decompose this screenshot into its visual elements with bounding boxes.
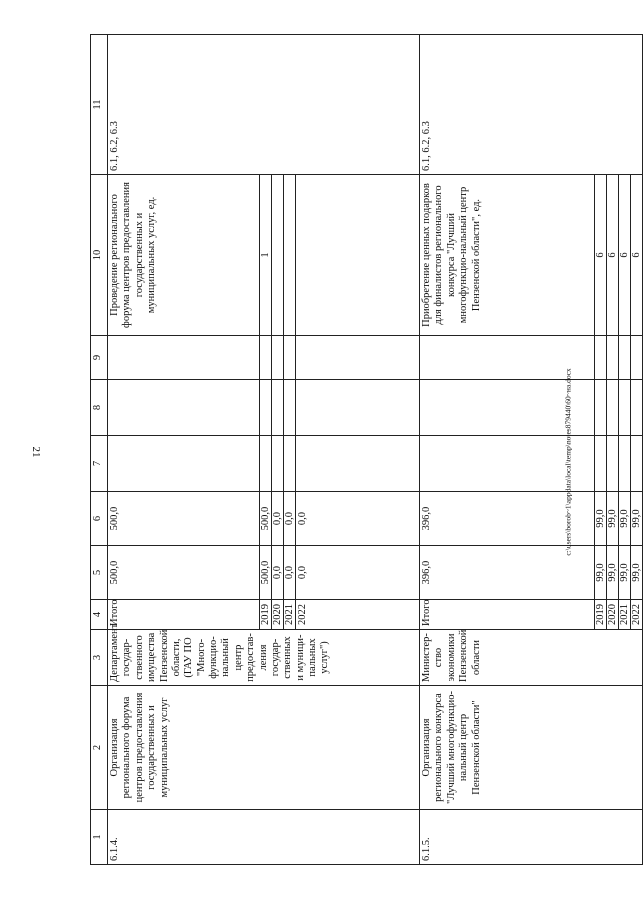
cell-col7 — [284, 436, 296, 492]
column-header: 7 — [91, 436, 108, 492]
cell-col8 — [607, 380, 619, 436]
row-name: Организация регионального конкурса "Лучший многофункцио-нальный центр Пензенской области" — [420, 686, 643, 810]
year-col5: 99,0 — [631, 546, 643, 600]
year-col6: 99,0 — [619, 492, 631, 546]
cell-col9 — [284, 336, 296, 380]
goals: 6.1, 6.2, 6.3 — [108, 35, 420, 175]
year-indicator — [296, 175, 420, 336]
cell-col7 — [272, 436, 284, 492]
cell-col7 — [607, 436, 619, 492]
column-header: 2 — [91, 686, 108, 810]
year-cell: 2021 — [284, 600, 296, 630]
program-table — [90, 34, 643, 865]
cell-col9 — [595, 336, 607, 380]
cell-col8 — [595, 380, 607, 436]
row-code: 6.1.5. — [420, 810, 643, 865]
cell-col9 — [260, 336, 272, 380]
year-col6: 99,0 — [631, 492, 643, 546]
year-col6: 0,0 — [296, 492, 420, 546]
cell-col9 — [631, 336, 643, 380]
year-col6: 0,0 — [272, 492, 284, 546]
total-col5: 500,0 — [108, 546, 260, 600]
cell-col8 — [619, 380, 631, 436]
cell-col8 — [272, 380, 284, 436]
indicator: Приобретение ценных подарков для финалистов регионального конкурса "Лучший многофункцио-нальный центр Пензенской области", ед. — [420, 175, 595, 336]
year-indicator: 6 — [595, 175, 607, 336]
year-cell: 2022 — [631, 600, 643, 630]
year-cell: 2021 — [619, 600, 631, 630]
column-header: 11 — [91, 35, 108, 175]
year-cell: 2020 — [607, 600, 619, 630]
year-indicator: 6 — [607, 175, 619, 336]
row-executor: Департамент государ-ственного имущества Пензенской области, (ГАУ ПО "Много-функцио-нальный центр предостав-ления государ-ственных и муници-пальных услуг") — [108, 630, 420, 686]
cell-col8 — [260, 380, 272, 436]
header-row — [91, 35, 108, 865]
column-header: 3 — [91, 630, 108, 686]
cell-col7 — [108, 436, 260, 492]
column-header: 9 — [91, 336, 108, 380]
row-name: Организация регионального форума центров предоставления государственных и муниципальных услуг — [108, 686, 420, 810]
total-col6: 500,0 — [108, 492, 260, 546]
cell-col9 — [108, 336, 260, 380]
year-indicator — [284, 175, 296, 336]
year-col5: 0,0 — [272, 546, 284, 600]
column-header: 10 — [91, 175, 108, 336]
cell-col7 — [619, 436, 631, 492]
year-indicator: 6 — [619, 175, 631, 336]
year-col5: 99,0 — [607, 546, 619, 600]
cell-col7 — [595, 436, 607, 492]
column-header: 8 — [91, 380, 108, 436]
total-col5: 396,0 — [420, 546, 595, 600]
goals: 6.1, 6.2, 6.3 — [420, 35, 643, 175]
year-cell: 2022 — [296, 600, 420, 630]
year-col6: 0,0 — [284, 492, 296, 546]
cell-col8 — [296, 380, 420, 436]
year-cell: 2019 — [595, 600, 607, 630]
cell-col7 — [296, 436, 420, 492]
year-indicator: 6 — [631, 175, 643, 336]
cell-col8 — [284, 380, 296, 436]
row-code: 6.1.4. — [108, 810, 420, 865]
total-label: Итого — [420, 600, 595, 630]
cell-col8 — [108, 380, 260, 436]
cell-col7 — [260, 436, 272, 492]
year-indicator: 1 — [260, 175, 272, 336]
footer-file-path: c:\users\borob~1\appdata\local\temp\notes879440\60~на.docx — [563, 368, 573, 556]
year-col5: 0,0 — [284, 546, 296, 600]
column-header: 1 — [91, 810, 108, 865]
page-number: 21 — [30, 446, 42, 458]
year-cell: 2020 — [272, 600, 284, 630]
column-header: 4 — [91, 600, 108, 630]
cell-col7 — [631, 436, 643, 492]
cell-col9 — [619, 336, 631, 380]
cell-col9 — [296, 336, 420, 380]
year-indicator — [272, 175, 284, 336]
year-col5: 500,0 — [260, 546, 272, 600]
year-col6: 99,0 — [595, 492, 607, 546]
cell-col9 — [272, 336, 284, 380]
total-label: Итого — [108, 600, 260, 630]
year-col5: 99,0 — [619, 546, 631, 600]
year-col5: 0,0 — [296, 546, 420, 600]
column-header: 6 — [91, 492, 108, 546]
indicator: Проведение регионального форума центров предоставления государственных и муниципальных услуг, ед. — [108, 175, 260, 336]
column-header: 5 — [91, 546, 108, 600]
year-col5: 99,0 — [595, 546, 607, 600]
year-cell: 2019 — [260, 600, 272, 630]
row-executor: Министер-ство экономики Пензенской области — [420, 630, 643, 686]
year-col6: 500,0 — [260, 492, 272, 546]
year-col6: 99,0 — [607, 492, 619, 546]
cell-col9 — [607, 336, 619, 380]
table-container — [90, 35, 642, 865]
table-row — [108, 35, 260, 865]
total-col6: 396,0 — [420, 492, 595, 546]
cell-col8 — [631, 380, 643, 436]
